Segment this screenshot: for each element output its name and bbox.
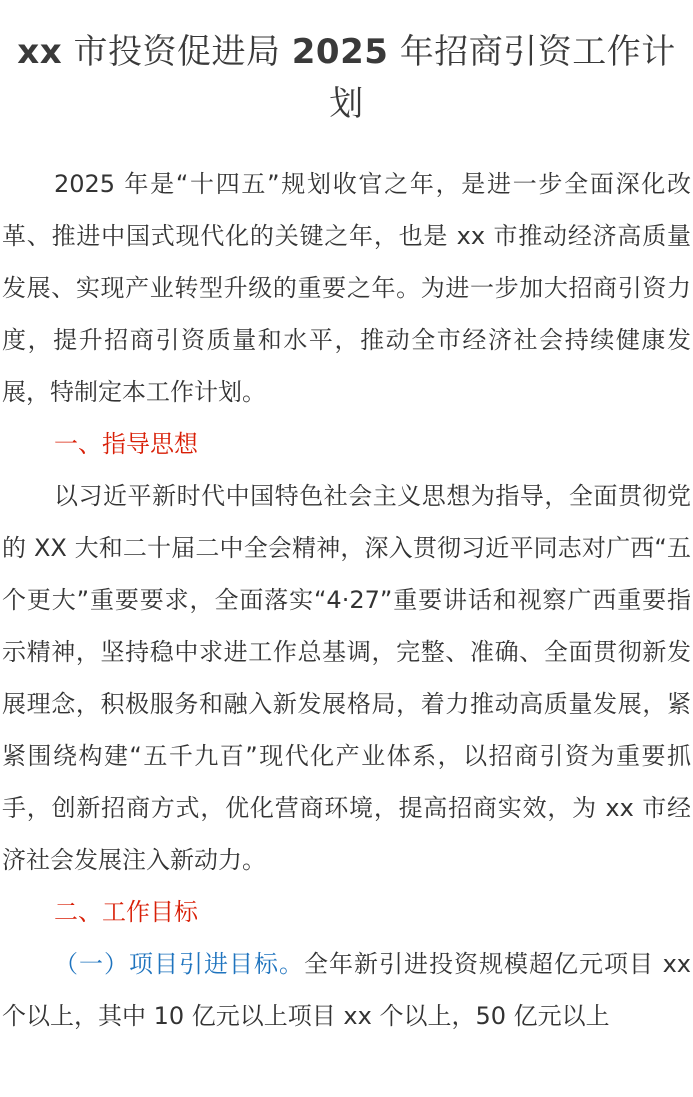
section-heading-guiding-ideology: 一、指导思想 xyxy=(54,430,198,458)
project-introduction-paragraph xyxy=(2,938,691,1042)
title-year: 2025 xyxy=(291,32,389,72)
sub-heading-project-target: （一）项目引进目标。 xyxy=(54,950,304,978)
project-target-text: 全年新引进投资规模超亿元项目 xx 个以上，其中 10 亿元以上项目 xx 个以上，50 亿元以上 xyxy=(2,950,691,1030)
title-xx: xx xyxy=(17,32,63,72)
title-bureau: 市投资促进局 xyxy=(62,32,292,72)
title-plan: 年招商引资工作计划 xyxy=(329,32,676,124)
document-title xyxy=(2,0,691,130)
guiding-ideology-paragraph: 以习近平新时代中国特色社会主义思想为指导，全面贯彻党的 XX 大和二十届二中全会精神，深入贯彻习近平同志对广西“五个更大”重要要求，全面落实“4·27”重要讲话和视察广西重要指示精神，坚持稳中求进工作总基调，完整、准确、全面贯彻新发展理念，积极服务和融入新发展格局，着力推动高质量发展，紧紧围绕构建“五千九百”现代化产业体系，以招商引资为重要抓手，创新招商方式，优化营商环境，提高招商实效，为 xx 市经济社会发展注入新动力。 xyxy=(2,482,691,874)
intro-paragraph: 2025 年是“十四五”规划收官之年，是进一步全面深化改革、推进中国式现代化的关键之年，也是 xx 市推动经济高质量发展、实现产业转型升级的重要之年。为进一步加大招商引资力度，提升招商引资质量和水平，推动全市经济社会持续健康发展，特制定本工作计划。 xyxy=(2,170,691,406)
section-heading-work-goals: 二、工作目标 xyxy=(54,898,198,926)
